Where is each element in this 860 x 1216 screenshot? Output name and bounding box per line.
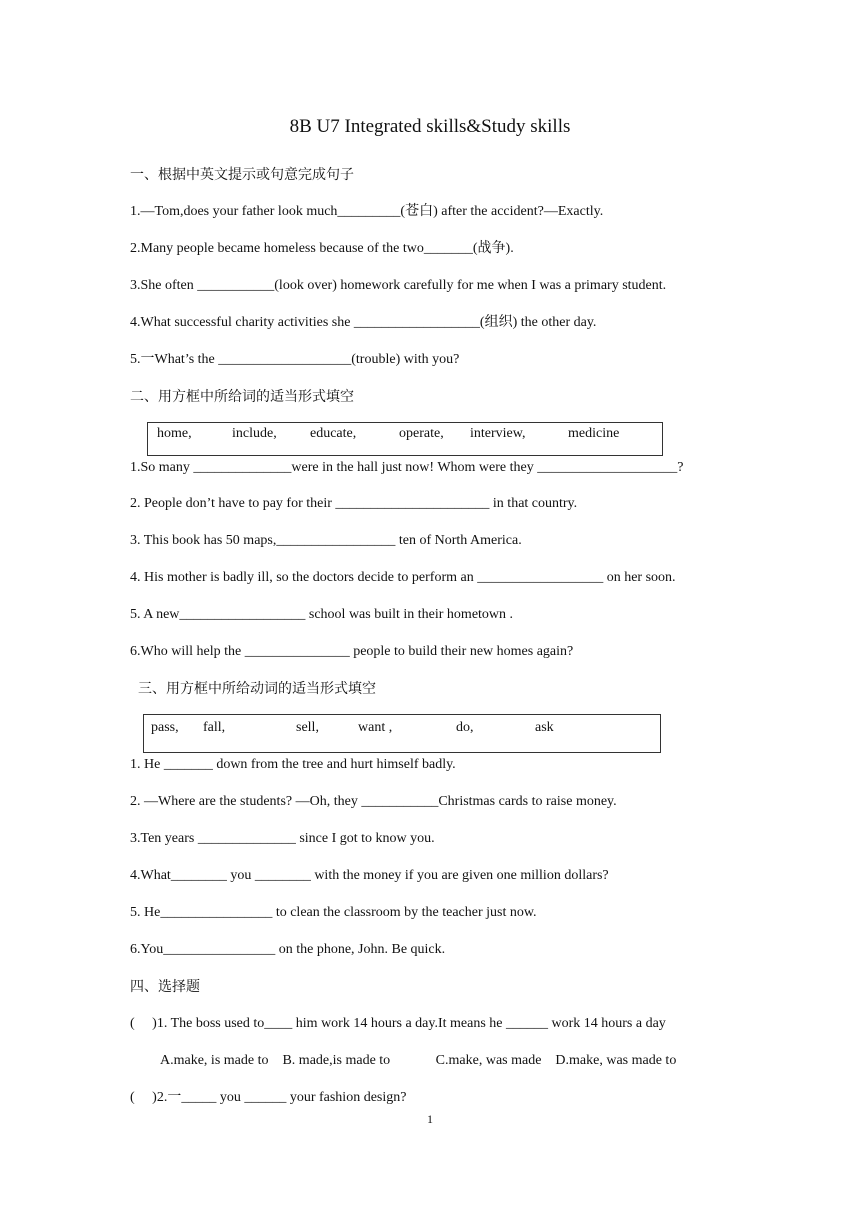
- s3-question-5: 5. He________________ to clean the classroom by the teacher just now.: [130, 905, 537, 920]
- s1-question-1: 1.—Tom,does your father look much_________(苍白) after the accident?—Exactly.: [130, 204, 604, 219]
- word-box-1-word: educate,: [310, 426, 357, 441]
- word-box-1: [147, 422, 663, 456]
- s2-question-1: 1.So many ______________were in the hall just now! Whom were they ____________________?: [130, 460, 684, 475]
- s4-question-1: ( )1. The boss used to____ him work 14 hours a day.It means he ______ work 14 hours a day: [130, 1016, 666, 1031]
- word-box-1-word: interview,: [470, 426, 526, 441]
- s1-question-4: 4.What successful charity activities she __________________(组织) the other day.: [130, 315, 597, 330]
- s3-question-2: 2. —Where are the students? —Oh, they ___________Christmas cards to raise money.: [130, 794, 617, 809]
- page-number: 1: [427, 1112, 433, 1126]
- word-box-2-word: do,: [456, 720, 474, 735]
- word-box-2-word: ask: [535, 720, 554, 735]
- s2-question-2: 2. People don’t have to pay for their ______________________ in that country.: [130, 496, 578, 511]
- s2-question-5: 5. A new__________________ school was built in their hometown .: [130, 607, 514, 622]
- s1-question-3: 3.She often ___________(look over) homework carefully for me when I was a primary student.: [130, 278, 667, 293]
- s4-question-1-options: A.make, is made to B. made,is made to C.make, was made D.make, was made to: [160, 1053, 677, 1068]
- word-box-1-word: include,: [232, 426, 277, 441]
- s1-question-2: 2.Many people became homeless because of the two_______(战争).: [130, 241, 514, 256]
- section-3-heading: 三、用方框中所给动词的适当形式填空: [138, 681, 376, 697]
- s3-question-3: 3.Ten years ______________ since I got to know you.: [130, 831, 435, 846]
- word-box-2-word: sell,: [296, 720, 319, 735]
- word-box-2-word: fall,: [203, 720, 226, 735]
- word-box-2-word: pass,: [151, 720, 179, 735]
- section-1-heading: 一、根据中英文提示或句意完成句子: [130, 167, 354, 183]
- word-box-1-word: operate,: [399, 426, 444, 441]
- section-2-heading: 二、用方框中所给词的适当形式填空: [130, 389, 354, 405]
- s1-question-5: 5.一What’s the ___________________(trouble) with you?: [130, 352, 460, 367]
- s2-question-4: 4. His mother is badly ill, so the doctors decide to perform an __________________ on her soon.: [130, 570, 676, 585]
- s2-question-3: 3. This book has 50 maps,_________________ ten of North America.: [130, 533, 522, 548]
- s3-question-1: 1. He _______ down from the tree and hurt himself badly.: [130, 757, 456, 772]
- word-box-1-word: home,: [157, 426, 192, 441]
- word-box-2: [143, 714, 661, 753]
- section-4-heading: 四、选择题: [130, 979, 200, 995]
- s2-question-6: 6.Who will help the _______________ people to build their new homes again?: [130, 644, 574, 659]
- page-title: 8B U7 Integrated skills&Study skills: [289, 116, 571, 137]
- word-box-2-word: want ,: [358, 720, 393, 735]
- s3-question-4: 4.What________ you ________ with the money if you are given one million dollars?: [130, 868, 609, 883]
- word-box-1-word: medicine: [568, 426, 620, 441]
- s4-question-2: ( )2.一_____ you ______ your fashion design?: [130, 1090, 407, 1105]
- s3-question-6: 6.You________________ on the phone, John. Be quick.: [130, 942, 446, 957]
